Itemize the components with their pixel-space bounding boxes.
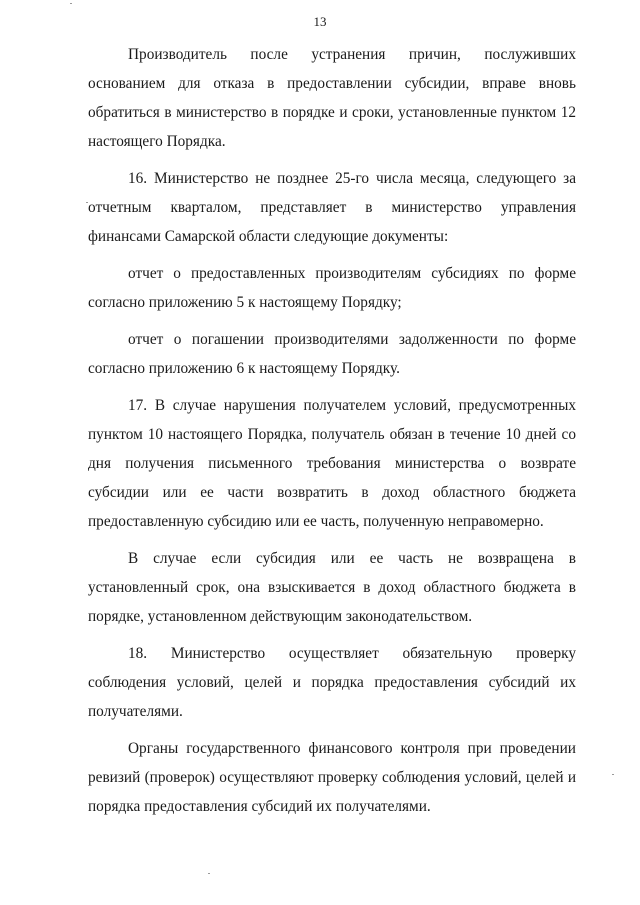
document-body <box>88 40 576 829</box>
scan-speck <box>612 774 614 775</box>
scan-speck <box>208 873 210 874</box>
page-number: 13 <box>313 14 327 29</box>
scan-speck <box>70 3 72 4</box>
paragraph-report-debt: отчет о погашении производителями задолженности по форме согласно приложению 6 к настоящему Порядку. <box>88 331 576 377</box>
paragraph-item-18: 18. Министерство осуществляет обязательную проверку соблюдения условий, целей и порядка предоставления субсидий их получателями. <box>88 645 576 720</box>
paragraph-recovery: В случае если субсидия или ее часть не возвращена в установленный срок, она взыскивается в доход областного бюджета в порядке, установленном действующим законодательством. <box>88 550 576 625</box>
paragraph-item-16: 16. Министерство не позднее 25-го числа месяца, следующего за отчетным кварталом, представляет в министерство управления финансами Самарской области следующие документы: <box>88 170 576 245</box>
paragraph-item-17: 17. В случае нарушения получателем условий, предусмотренных пунктом 10 настоящего Порядка, получатель обязан в течение 10 дней со дня получения письменного требования министерства о возврате субсидии или ее части возвратить в доход областного бюджета предоставленную субсидию или ее часть, полученную неправомерно. <box>88 397 576 530</box>
paragraph-resubmission: Производитель после устранения причин, послуживших основанием для отказа в предоставлении субсидии, вправе вновь обратиться в министерство в порядке и сроки, установленные пунктом 12 настоящего Порядка. <box>88 46 576 150</box>
paragraph-report-subsidies: отчет о предоставленных производителям субсидиях по форме согласно приложению 5 к настоящему Порядку; <box>88 265 576 311</box>
paragraph-financial-control: Органы государственного финансового контроля при проведении ревизий (проверок) осуществляют проверку соблюдения условий, целей и порядка предоставления субсидий их получателями. <box>88 740 576 815</box>
